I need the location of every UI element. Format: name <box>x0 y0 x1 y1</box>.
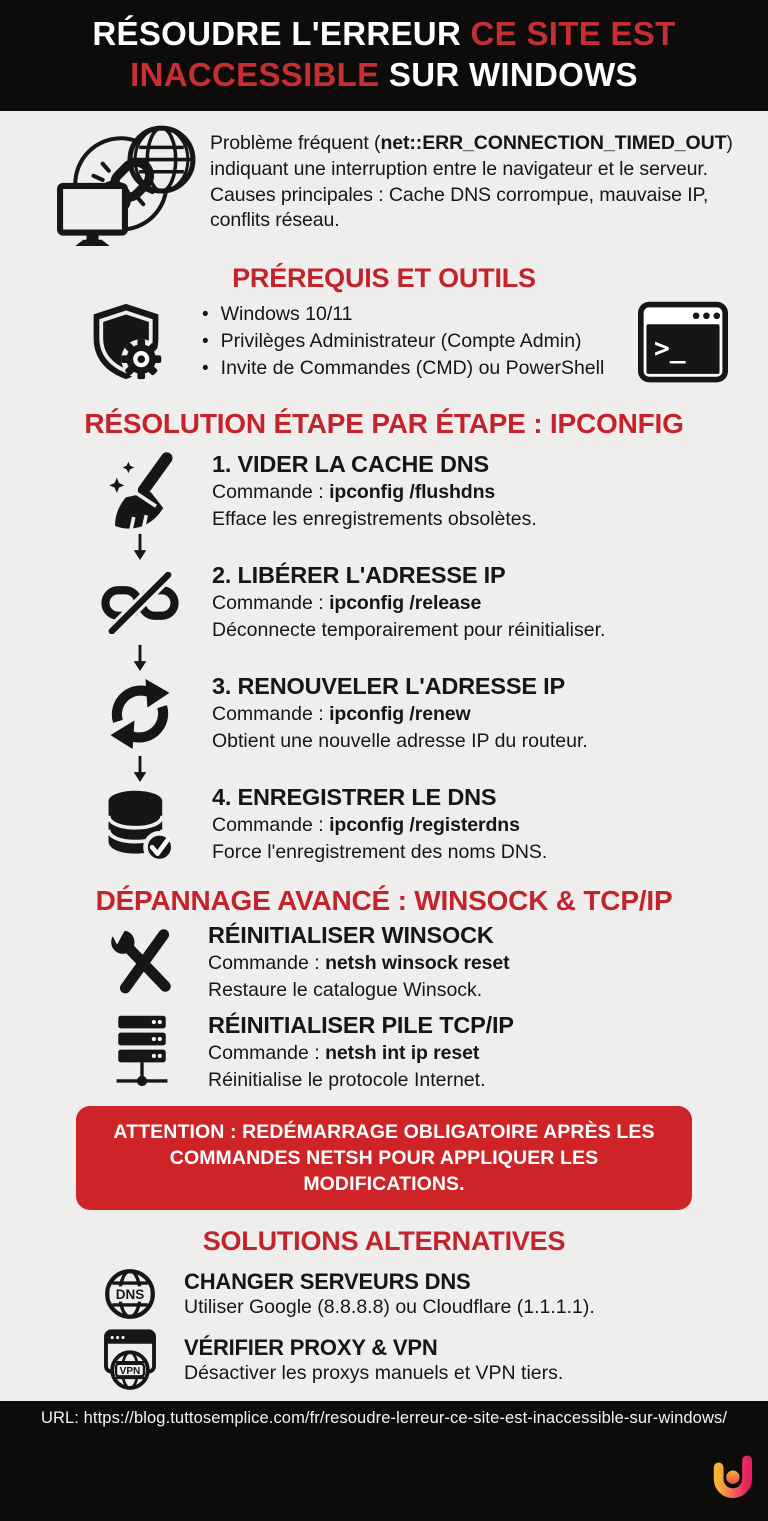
advanced-icon-col <box>104 1014 180 1092</box>
prerequisites-heading: PRÉREQUIS ET OUTILS <box>232 262 536 293</box>
advanced-text <box>208 1012 514 1094</box>
command-label: Commande : <box>208 1041 326 1064</box>
bullet-icon: • <box>202 330 209 352</box>
title-segment-red: CE SITE EST INACCESSIBLE <box>130 15 676 94</box>
refresh-icon <box>105 678 175 750</box>
terminal-icon <box>638 301 728 383</box>
alternative-title: VÉRIFIER PROXY & VPN <box>184 1335 438 1361</box>
advanced-description: Réinitialise le protocole Internet. <box>208 1069 486 1091</box>
prereq-item-windows: Windows 10/11 <box>220 302 353 325</box>
advanced-title: RÉINITIALISER WINSOCK <box>208 921 494 948</box>
terminal-prompt: >_ <box>653 333 686 364</box>
step-description: Obtient une nouvelle adresse IP du routeur. <box>212 730 588 752</box>
advanced-icon-col <box>104 926 180 1000</box>
command-value: ipconfig /registerdns <box>329 813 520 836</box>
alternative-text <box>184 1335 563 1385</box>
flow-arrow <box>98 755 182 782</box>
step-command-line <box>212 702 588 727</box>
advanced-item-tcpip <box>0 1011 768 1091</box>
step-command-line <box>212 813 547 838</box>
command-label: Commande : <box>212 702 330 725</box>
database-check-icon <box>103 785 177 865</box>
list-item <box>202 301 638 328</box>
intro-lead-close: ) <box>726 131 733 154</box>
step-4 <box>0 785 768 865</box>
prerequisites-row <box>86 300 728 384</box>
command-value: netsh winsock reset <box>325 951 510 974</box>
intro-lead: Problème fréquent ( <box>210 131 381 154</box>
alternative-title: CHANGER SERVEURS DNS <box>184 1269 471 1295</box>
step-title: 3. RENOUVELER L'ADRESSE IP <box>212 672 565 699</box>
step-4-text <box>212 784 547 866</box>
step-1 <box>0 452 768 532</box>
command-label: Commande : <box>208 951 326 974</box>
brand-logo-icon <box>708 1453 756 1505</box>
list-item <box>202 355 638 382</box>
intro-error-code: net::ERR_CONNECTION_TIMED_OUT <box>380 131 727 154</box>
broom-icon <box>104 451 176 533</box>
dns-icon-label: DNS <box>115 1287 145 1303</box>
vpn-browser-icon <box>103 1329 157 1391</box>
alternative-item-dns <box>0 1267 768 1321</box>
alternative-icon-col <box>102 1267 158 1321</box>
intro-body: indiquant une interruption entre le navigateur et le serveur. Causes principales : Cache DNS corrompue, mauvaise IP, conflits réseau. <box>210 157 709 232</box>
command-label: Commande : <box>212 591 330 614</box>
step-2 <box>0 563 768 643</box>
advanced-description: Restaure le catalogue Winsock. <box>208 979 483 1001</box>
dns-globe-icon <box>103 1267 157 1321</box>
source-url: URL: https://blog.tuttosemplice.com/fr/resoudre-lerreur-ce-site-est-inaccessible-sur-windows/ <box>40 1409 728 1428</box>
step-title: 2. LIBÉRER L'ADRESSE IP <box>212 561 506 588</box>
flow-arrow <box>98 533 182 560</box>
prereq-item-admin: Privilèges Administrateur (Compte Admin) <box>220 329 582 352</box>
alternative-icon-col <box>102 1329 158 1391</box>
server-stack-icon <box>108 1014 176 1092</box>
advanced-item-winsock <box>0 921 768 1001</box>
advanced-command-line <box>208 1041 514 1066</box>
step-4-icon-col <box>98 785 182 865</box>
step-description: Efface les enregistrements obsolètes. <box>212 508 537 530</box>
command-label: Commande : <box>212 480 330 503</box>
title-segment-white-1: RÉSOUDRE L'ERREUR <box>92 15 471 52</box>
down-arrow-icon <box>131 755 149 782</box>
alternatives-heading: SOLUTIONS ALTERNATIVES <box>202 1226 566 1257</box>
alternative-item-vpn <box>0 1333 768 1387</box>
alternative-text <box>184 1269 595 1319</box>
bullet-icon: • <box>202 358 209 380</box>
command-label: Commande : <box>212 813 330 836</box>
step-command-line <box>212 591 605 616</box>
step-1-icon-col <box>98 451 182 533</box>
prereq-item-cmd: Invite de Commandes (CMD) ou PowerShell <box>220 357 605 380</box>
alternative-description: Utiliser Google (8.8.8.8) ou Cloudflare (1.1.1.1). <box>184 1296 595 1319</box>
broken-connection-icon <box>56 119 198 247</box>
steps-heading: RÉSOLUTION ÉTAPE PAR ÉTAPE : IPCONFIG <box>84 407 684 439</box>
command-value: ipconfig /renew <box>329 702 471 725</box>
broken-link-icon <box>100 572 180 634</box>
alternative-description: Désactiver les proxys manuels et VPN tiers. <box>184 1362 564 1385</box>
down-arrow-icon <box>131 533 149 560</box>
step-2-icon-col <box>98 572 182 634</box>
command-value: netsh int ip reset <box>325 1041 480 1064</box>
down-arrow-icon <box>131 644 149 671</box>
step-2-text <box>212 562 605 644</box>
intro-paragraph <box>210 131 748 235</box>
step-title: 1. VIDER LA CACHE DNS <box>212 450 489 477</box>
bullet-icon: • <box>202 303 209 325</box>
tools-icon <box>107 926 177 1000</box>
shield-gear-icon <box>86 299 166 385</box>
tuttosemplice-logo <box>708 1453 756 1505</box>
page-title <box>0 0 768 111</box>
advanced-command-line <box>208 951 510 976</box>
list-item <box>202 328 638 355</box>
command-value: ipconfig /release <box>329 591 482 614</box>
flow-arrow <box>98 644 182 671</box>
intro-section <box>56 123 748 243</box>
command-value: ipconfig /flushdns <box>329 480 496 503</box>
advanced-heading: DÉPANNAGE AVANCÉ : WINSOCK & TCP/IP <box>95 884 673 916</box>
step-3-text <box>212 673 588 755</box>
step-1-text <box>212 451 537 533</box>
footer <box>0 1401 768 1521</box>
step-title: 4. ENREGISTRER LE DNS <box>212 783 497 810</box>
step-description: Déconnecte temporairement pour réinitialiser. <box>212 619 606 641</box>
vpn-icon-label: VPN <box>119 1366 141 1378</box>
warning-banner: ATTENTION : REDÉMARRAGE OBLIGATOIRE APRÈS LES COMMANDES NETSH POUR APPLIQUER LES MODIFICATIONS. <box>76 1106 692 1211</box>
step-command-line <box>212 480 537 505</box>
step-description: Force l'enregistrement des noms DNS. <box>212 841 548 863</box>
advanced-title: RÉINITIALISER PILE TCP/IP <box>208 1011 514 1038</box>
prerequisites-list <box>202 301 638 383</box>
title-segment-white-2: SUR WINDOWS <box>379 56 638 94</box>
step-3 <box>0 674 768 754</box>
advanced-text <box>208 922 510 1004</box>
step-3-icon-col <box>98 678 182 750</box>
